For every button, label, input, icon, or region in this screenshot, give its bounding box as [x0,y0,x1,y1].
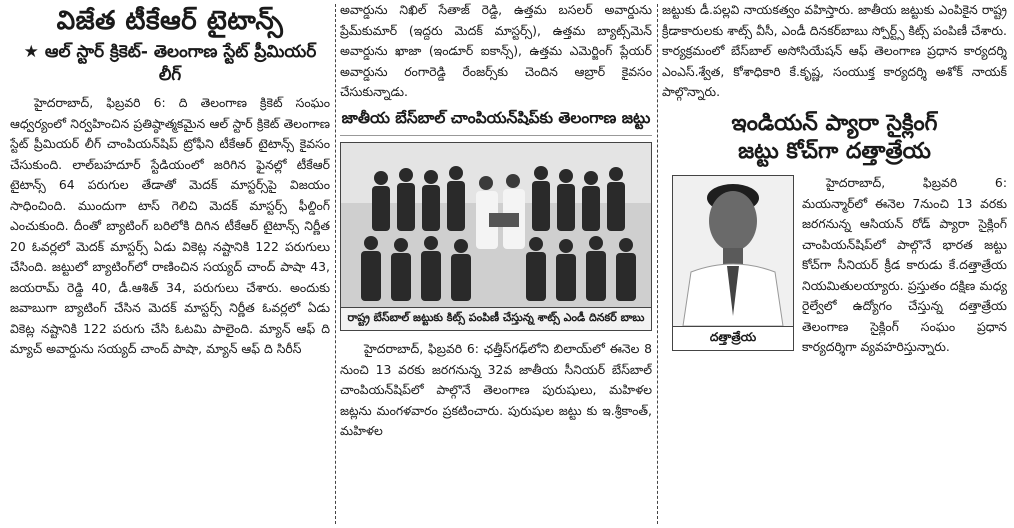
cycling-headline-line1: ఇండియన్ ప్యారా సైక్లింగ్ [731,110,938,136]
baseball-article-body: హైదరాబాద్, ఫిబ్రవరి 6: ఛత్తీస్‌గఢ్‌లోని బిలాయ్‌లో ఈనెల 8 నుంచి 13 వరకు జరగనున్న 32వ జాతీయ సీనియర్ బేస్‌బాల్ చాంపియన్‌షిప్‌లో పాల్గొనే తెలంగాణ పురుషులు, మహిళల జట్లను మంగళవారం ప్రకటించారు. పురుషుల జట్టు కు ఇ.శ్రీకాంత్, మహిళల [340,341,652,439]
cycling-article-body: హైదరాబాద్, ఫిబ్రవరి 6: మయన్మార్‌లో ఈనెల 7నుంచి 13 వరకు జరగనున్న ఆసియన్ రోడ్ ప్యారా సైక్లింగ్ చాంపియన్‌షిప్‌లో పాల్గొనే భారత జట్టు కోచ్‌గా సీనియర్ క్రీడ కారుడు కే.దత్తాత్రేయ నియమితులయ్యారు. ప్రస్తుతం దక్షిణ మధ్య రైల్వేలో ఉద్యోగం చేస్తున్న దత్తాత్రేయ తెలంగాణ సైక్లింగ్ సంఘం ప్రధాన కార్యదర్శిగా వ్యవహరిస్తున్నారు. [802,175,1007,355]
cycling-article [662,173,1007,358]
baseball-headline: జాతీయ బేస్‌బాల్ చాంపియన్‌షిప్‌కు తెలంగాణ జట్టు [340,103,652,137]
star-icon: ★ [23,42,39,63]
cricket-headline: విజేత టీకేఆర్ టైటాన్స్ [56,6,284,36]
cricket-article-body: హైదరాబాద్, ఫిబ్రవరి 6: ది తెలంగాణ క్రికెట్ సంఘం ఆధ్వర్యంలో నిర్వహించిన ప్రతిష్ఠాత్మకమైన ఆల్ స్టార్ క్రికెట్ తెలంగాణ స్టేట్ ప్రీమియర్ లీగ్ చాంపియన్‌షిప్ ట్రోఫీని టీకేఆర్ టైటాన్స్ కైవసం చేసుకుంది. లాల్‌బహదూర్ స్టేడియంలో జరిగిన ఫైనల్లో టీకేఆర్ టైటాన్స్ 64 పరుగుల తేడాతో మెదక్ మాస్టర్స్‌పై విజయం సాధించింది. ముందుగా టాస్ గెలిచి మెదక్ మాస్టర్స్ ఫీల్డింగ్ ఎంచుకుంది. దీంతో బ్యాటింగ్ బరిలోకి దిగిన టీకేఆర్ టైటాన్స్ నిర్ణీత 20 ఓవర్లలో మెదక్ మాస్టర్స్ ఏడు వికెట్ల నష్టానికి 122 పరుగులు చేసింది. జట్టులో బ్యాటింగ్‌లో రాణించిన సయ్యద్ చాంద్ పాషా 43, జయరామ్ రెడ్డి 40, డీ.ఆశిత్ 34, పరుగులు చేశారు. అందుకు జవాబుగా బ్యాటింగ్ చేసిన మెదక్ మాస్టర్స్ నిర్ణీత ఓవర్లలో ఏడు వికెట్ల నష్టానికి 122 పరుగు చేసి ఓటమి పాలైంది. మ్యాన్ ఆఫ్ ది మ్యాచ్ అవార్డును సయ్యద్ చాంద్ పాషా, మ్యాన్ ఆఫ్ ది సిరీస్ [10,95,330,357]
baseball-team-photo [341,143,651,307]
baseball-team-photo-frame [340,142,652,331]
cycling-headline-line2: జట్టు కోచ్‌గా దత్తాత్రేయ [738,138,931,164]
coach-portrait-photo [673,176,793,326]
baseball-article-continuation: జట్టుకు డీ.పల్లవి నాయకత్వం వహిస్తారు. జాతీయ జట్టుకు ఎంపికైన రాష్ట్ర క్రీడాకారులకు శాట్స్ వీసీ, ఎండీ దినకర్‌బాబు స్పోర్ట్స్ కిట్స్ పంపిణీ చేశారు. కార్యక్రమంలో బేస్‌బాల్ అసోసియేషన్ ఆఫ్ తెలంగాణ ప్రధాన కార్యదర్శి ఎంఎస్.శ్వేత, కోశాధికారి కే.కృష్ణ, సంయుక్త కార్యదర్శి అశోక్ నాయక్ పాల్గొన్నారు. [662,2,1007,99]
cricket-article-continuation: అవార్డును నిఖిల్ సేతాజ్ రెడ్డి, ఉత్తమ బసలర్ అవార్డును ప్రేమ్‌కుమార్ (ఇద్దరు మెదక్ మాస్టర్స్), ఉత్తమ బ్యాట్స్‌మెన్ అవార్డును ఖాజా (ఇండూర్ ఐకాన్స్), ఉత్తమ ఎమెర్జింగ్ ప్లేయర్ అవార్డును రంగారెడ్డి రేంజర్స్‌కు చెందిన ఆబ్రార్ కైవసం చేసుకున్నాడు. [340,2,652,99]
column-baseball [340,0,652,528]
portrait-caption: దత్తాత్రేయ [673,326,793,350]
column-divider [335,4,336,524]
cricket-subheading [10,41,330,87]
column-divider [657,4,658,524]
column-cricket [10,0,330,528]
cricket-subheading-text: ఆల్ స్టార్ క్రికెట్- తెలంగాణ స్టేట్ ప్రీమియర్ లీగ్ [44,42,317,86]
column-cycling [662,0,1007,528]
portrait-frame [672,175,794,351]
baseball-photo-caption: రాష్ట్ర బేస్‌బాల్ జట్టుకు కిట్స్ పంపిణీ చేస్తున్న శాట్స్ ఎండీ దినకర్ బాబు [341,307,651,330]
